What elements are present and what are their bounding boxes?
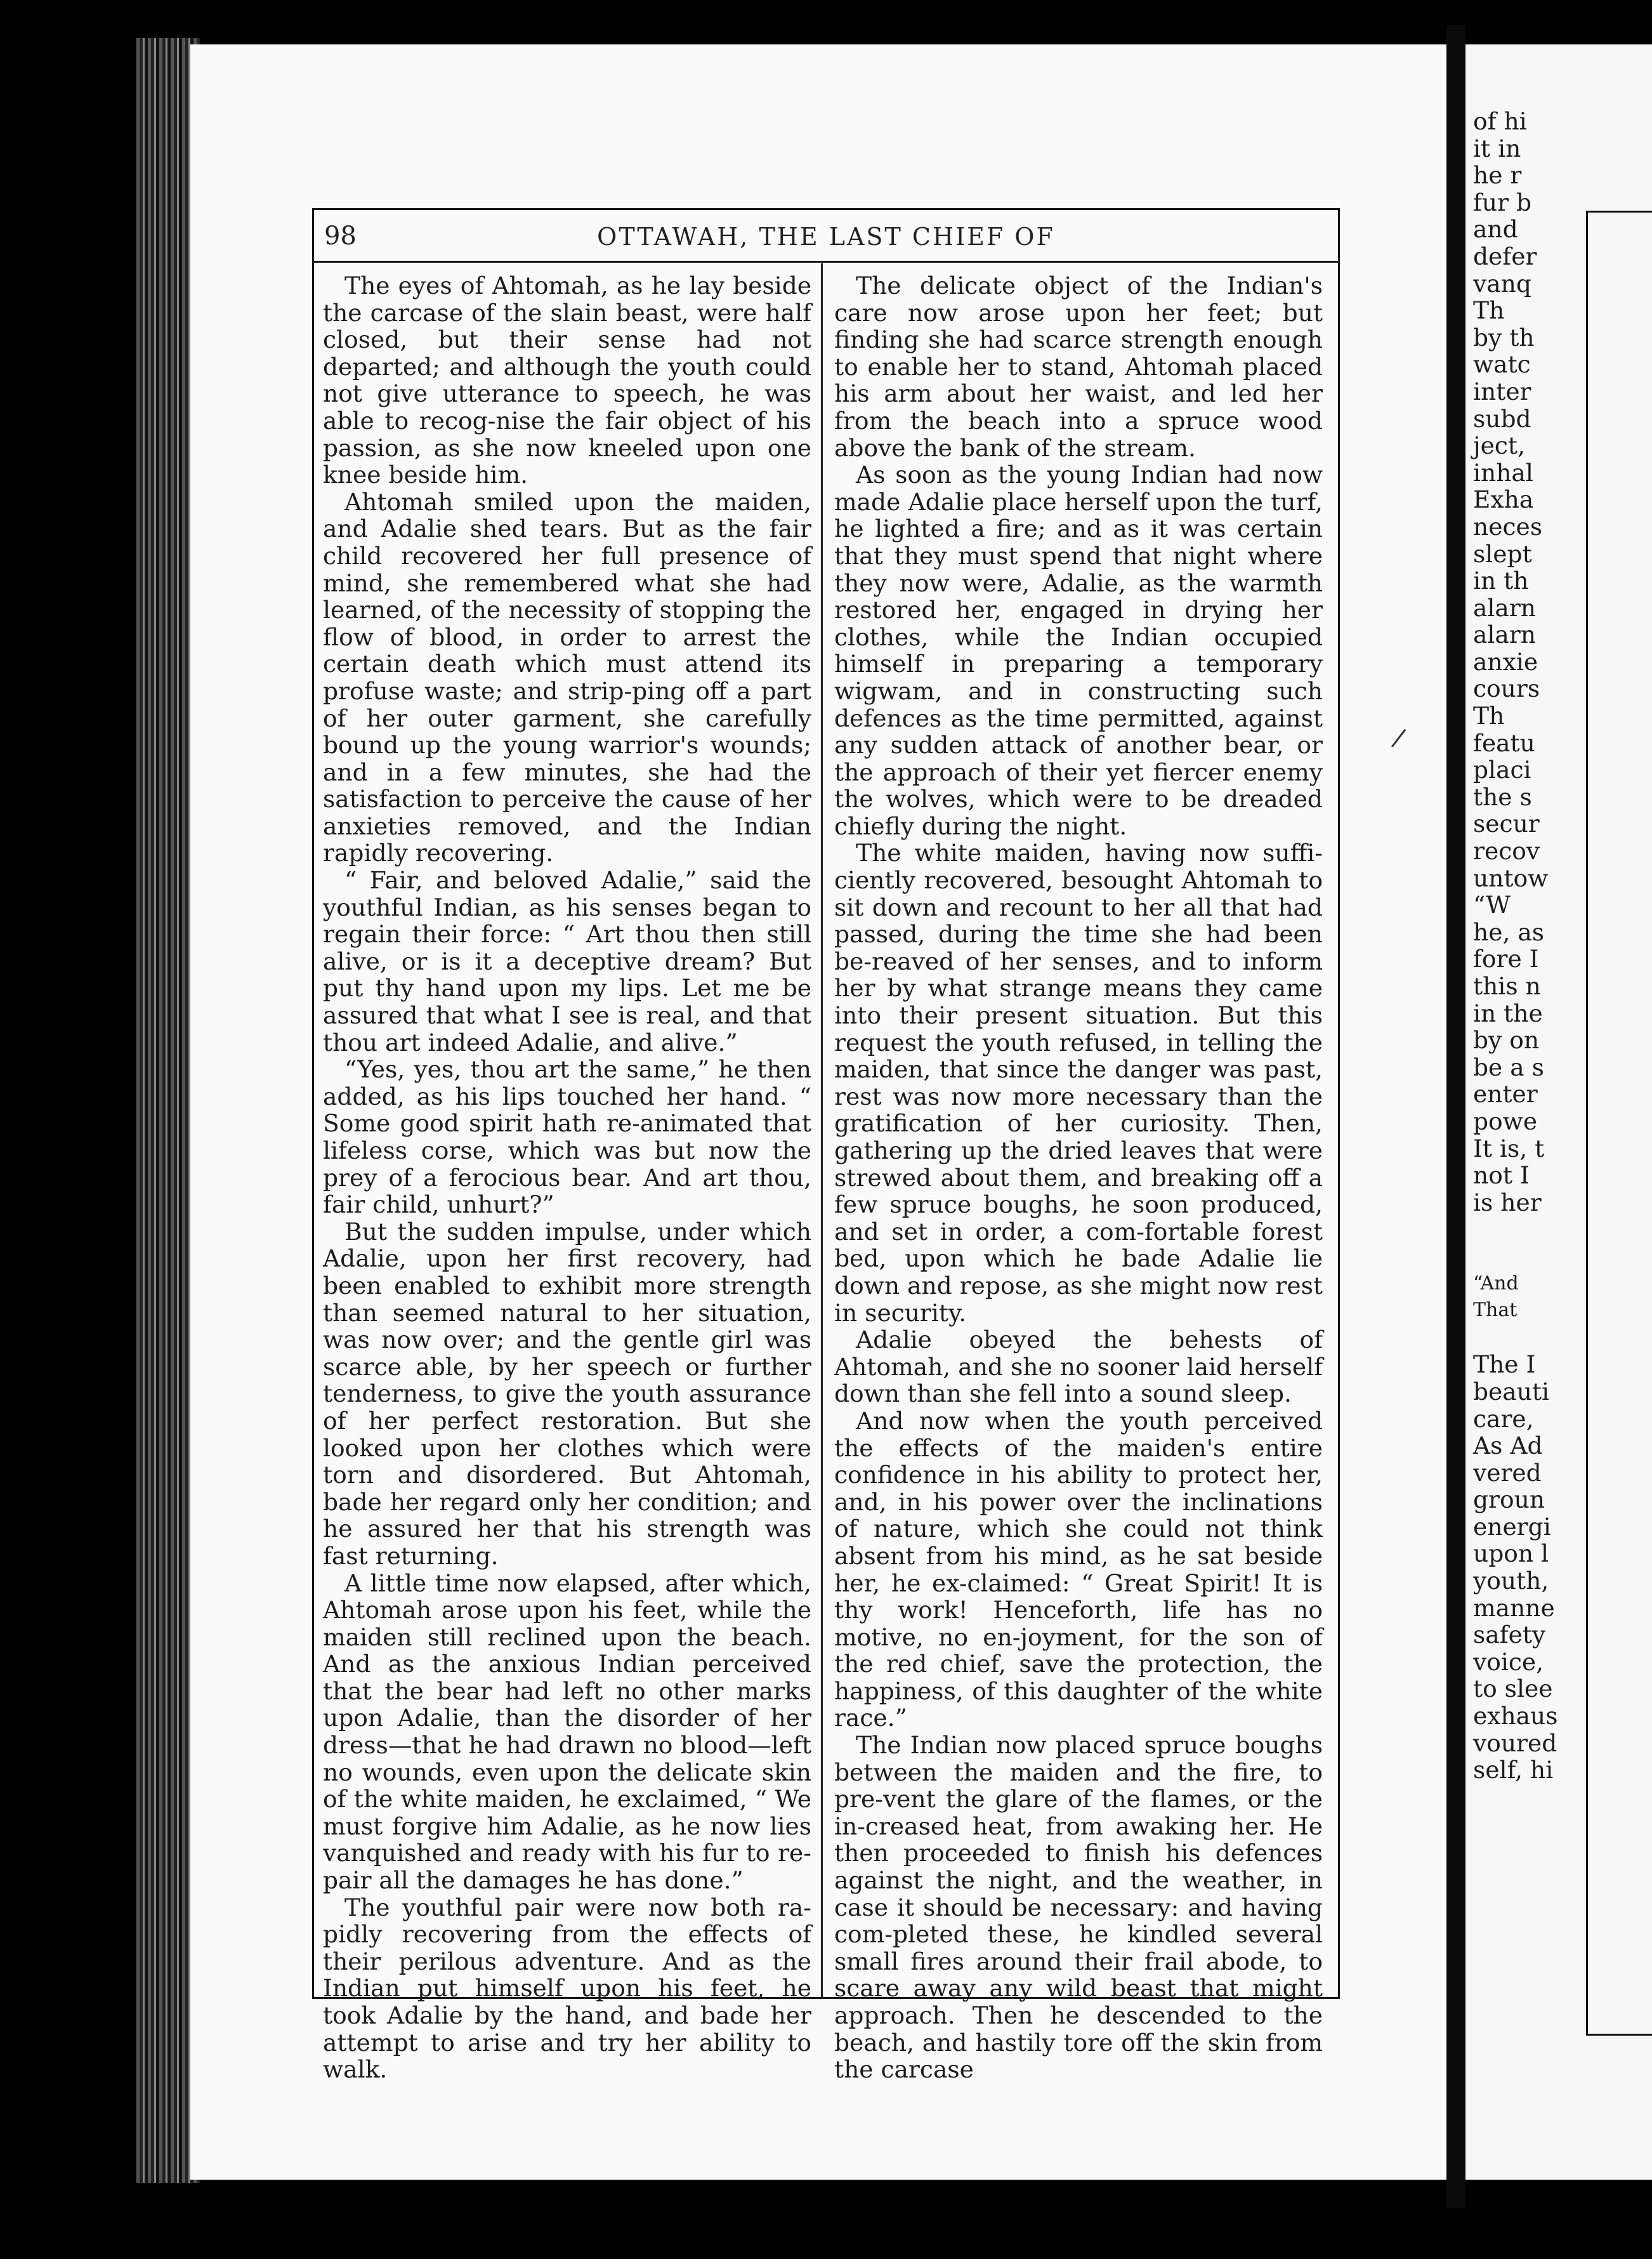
- facing-page-line: fore I: [1473, 945, 1539, 973]
- facing-page-line: it in: [1473, 134, 1521, 162]
- paragraph: Adalie obeyed the behests of Ahtomah, and she no sooner laid herself down than she fell into a sound sleep.: [834, 1326, 1323, 1408]
- margin-mark: /: [1389, 723, 1408, 753]
- facing-page-line: “And: [1473, 1272, 1519, 1294]
- running-head: OTTAWAH, THE LAST CHIEF OF: [597, 223, 1055, 251]
- facing-page-line: “W: [1473, 891, 1511, 919]
- facing-page-line: It is, t: [1473, 1134, 1545, 1162]
- book-gutter: [1446, 25, 1465, 2208]
- facing-page-line: As Ad: [1473, 1432, 1543, 1460]
- paragraph: Ahtomah smiled upon the maiden, and Adalie shed tears. But as the fair child recovered her full presence of mind, she remembered what she had learned, of the necessity of stopping the flow of blood, in order to arrest the certain death which must attend its profuse waste; and strip-ping off a part of her outer garment, she carefully bound up the young warrior's wounds; and in a few minutes, she had the satisfaction to perceive the cause of her anxieties removed, and the Indian rapidly recovering.: [323, 487, 811, 867]
- facing-page-line: in the: [1473, 999, 1543, 1027]
- facing-page-line: energi: [1473, 1512, 1551, 1541]
- facing-page-line: defer: [1473, 242, 1537, 270]
- facing-page-line: by th: [1473, 323, 1535, 352]
- facing-page-line: watc: [1473, 350, 1531, 379]
- paragraph: As soon as the young Indian had now made Adalie place herself upon the turf, he lighted a fire; and as it was certain that they must spend that night where they now were, Adalie, as the warmth restored her, engaged in drying her clothes, while the Indian occupied himself in preparing a temporary wigwam, and in constructing such defences as the time permitted, against any sudden attack of another bear, or the approach of their yet fiercer enemy the wolves, which were to be dreaded chiefly during the night.: [834, 461, 1323, 840]
- page-number: 98: [324, 221, 357, 251]
- facing-page-line: anxie: [1473, 647, 1538, 676]
- facing-page-line: [1473, 1243, 1558, 1270]
- facing-page-line: upon l: [1473, 1539, 1549, 1568]
- facing-page-line: Th: [1473, 296, 1505, 325]
- facing-page-line: enter: [1473, 1080, 1538, 1109]
- facing-page-line: [1473, 1216, 1558, 1243]
- facing-page-line: Exha: [1473, 485, 1534, 514]
- facing-page-line: fur b: [1473, 188, 1532, 216]
- facing-page-line: alarn: [1473, 621, 1536, 649]
- column-rule: [821, 263, 823, 1997]
- facing-page-line: in th: [1473, 567, 1529, 595]
- facing-page-line: featu: [1473, 728, 1535, 757]
- paragraph: “Yes, yes, thou art the same,” he then added, as his lips touched her hand. “ Some good spirit hath re-animated that lifeless corse, which was but now the prey of a ferocious bear. And art thou, fair child, unhurt?”: [323, 1055, 811, 1219]
- facing-page-line: he, as: [1473, 918, 1545, 946]
- facing-page-line: inter: [1473, 377, 1531, 405]
- facing-page-line: groun: [1473, 1485, 1545, 1514]
- facing-page-line: alarn: [1473, 593, 1536, 622]
- facing-page-line: subd: [1473, 404, 1531, 433]
- facing-page-line: slept: [1473, 539, 1532, 568]
- paragraph: The delicate object of the Indian's care now arose upon her feet; but finding she had scarce strength enough to enable her to stand, Ahtomah placed his arm about her waist, and led her from the beach into a spruce wood above the bank of the stream.: [834, 272, 1323, 462]
- facing-page-frame: [1586, 211, 1652, 2036]
- facing-page-line: this n: [1473, 972, 1541, 1000]
- facing-page-line: youth,: [1473, 1567, 1549, 1595]
- facing-page-line: [1473, 1324, 1558, 1352]
- facing-page-line: vered: [1473, 1458, 1542, 1487]
- facing-page-line: secur: [1473, 810, 1540, 838]
- facing-page-line: recov: [1473, 837, 1540, 866]
- paragraph: The Indian now placed spruce boughs between the maiden and the fire, to pre-vent the glare of the flames, or the in-creased heat, from awaking her. He then proceeded to finish his defences against the night, and the weather, in case it should be necessary: and having com-pleted these, he kindled several small fires around their frail abode, to scare away any wild beast that might approach. Then he descended to the beach, and hastily tore off the skin from the carcase: [834, 1731, 1323, 2084]
- facing-page-line: ject,: [1473, 431, 1525, 460]
- left-text-column: [323, 272, 811, 2083]
- facing-page-line: inhal: [1473, 458, 1533, 487]
- page-header: [314, 210, 1338, 263]
- facing-page-line: and: [1473, 215, 1518, 244]
- paragraph: “ Fair, and beloved Adalie,” said the youthful Indian, as his senses began to regain their force: “ Art thou then still alive, or is it a deceptive dream? But put thy hand upon my lips. Let me be assured that what I see is real, and that thou art indeed Adalie, and alive.”: [323, 866, 811, 1057]
- facing-page-line: untow: [1473, 864, 1549, 892]
- facing-page-line: cours: [1473, 675, 1540, 703]
- facing-page-line: voured: [1473, 1729, 1557, 1757]
- facing-page-line: vanq: [1473, 269, 1531, 298]
- facing-page-line: Th: [1473, 702, 1505, 730]
- facing-page-line: to slee: [1473, 1675, 1553, 1703]
- facing-page-line: he r: [1473, 161, 1522, 190]
- facing-page-text: [1473, 108, 1558, 1784]
- facing-page-line: by on: [1473, 1026, 1540, 1055]
- facing-page-line: The I: [1473, 1350, 1536, 1379]
- paragraph: The white maiden, having now suffi-ciently recovered, besought Ahtomah to sit down and recount to her all that had passed, during the time she had been be-reaved of her senses, and to inform her by what strange means they came into their present situation. But this request the youth refused, in telling the maiden, that since the danger was past, rest was now more necessary than the gratification of her curiosity. Then, gathering up the dried leaves that were strewed about them, and breaking off a few spruce boughs, he soon produced, and set in order, a com-fortable forest bed, upon which he bade Adalie lie down and repose, as she might now rest in security.: [834, 839, 1323, 1327]
- paragraph: A little time now elapsed, after which, Ahtomah arose upon his feet, while the maiden still reclined upon the beach. And as the anxious Indian perceived that the bear had left no other marks upon Adalie, than the disorder of her dress—that he had drawn no blood—left no wounds, even upon the delicate skin of the white maiden, he exclaimed, “ We must forgive him Adalie, as he now lies vanquished and ready with his fur to re-pair all the damages he has done.”: [323, 1569, 811, 1895]
- facing-page-line: exhaus: [1473, 1702, 1558, 1730]
- facing-page-line: self, hi: [1473, 1756, 1554, 1784]
- facing-page-line: placi: [1473, 756, 1531, 784]
- facing-page-line: not I: [1473, 1161, 1530, 1190]
- facing-page-line: That: [1473, 1299, 1518, 1322]
- facing-page-line: be a s: [1473, 1053, 1544, 1081]
- facing-page-line: care,: [1473, 1404, 1534, 1433]
- facing-page-line: is her: [1473, 1188, 1542, 1216]
- facing-page-line: voice,: [1473, 1647, 1544, 1676]
- paragraph: The youthful pair were now both ra-pidly recovering from the effects of their perilous adventure. And as the Indian put himself upon his feet, he took Adalie by the hand, and bade her attempt to arise and try her ability to walk.: [323, 1893, 811, 2084]
- facing-page-line: the s: [1473, 782, 1532, 811]
- paragraph: But the sudden impulse, under which Adalie, upon her first recovery, had been enabled to exhibit more strength than seemed natural to her situation, was now over; and the gentle girl was scarce able, by her speech or further tenderness, to give the youth assurance of her perfect restoration. But she looked upon her clothes which were torn and disordered. But Ahtomah, bade her regard only her condition; and he assured her that his strength was fast returning.: [323, 1217, 811, 1570]
- facing-page-line: beauti: [1473, 1377, 1550, 1406]
- facing-page-line: safety: [1473, 1621, 1546, 1649]
- facing-page: [1465, 44, 1652, 2180]
- paragraph: And now when the youth perceived the effects of the maiden's entire confidence in his ability to protect her, and, in his power over the inclinations of nature, which she could not think absent from his mind, as he sat beside her, he ex-claimed: “ Great Spirit! It is thy work! Henceforth, life has no motive, no en-joyment, for the son of the red chief, save the protection, the happiness, of this daughter of the white race.”: [834, 1406, 1323, 1732]
- facing-page-line: manne: [1473, 1593, 1555, 1622]
- facing-page-line: of hi: [1473, 107, 1527, 135]
- text-frame: [312, 208, 1340, 2084]
- paragraph: The eyes of Ahtomah, as he lay beside the carcase of the slain beast, were half closed, but their sense had not departed; and although the youth could not give utterance to speech, he was able to recog-nise the fair object of his passion, as she now kneeled upon one knee beside him.: [323, 272, 811, 489]
- facing-page-line: neces: [1473, 512, 1543, 541]
- right-text-column: [834, 272, 1323, 2083]
- facing-page-line: powe: [1473, 1107, 1538, 1135]
